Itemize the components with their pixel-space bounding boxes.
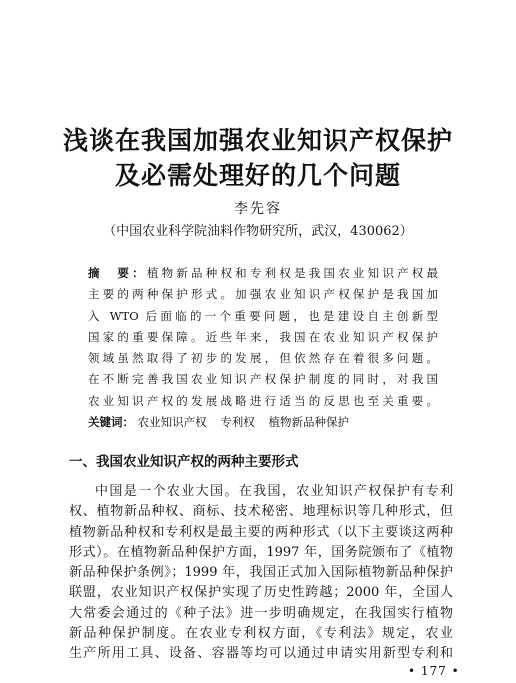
title-line-2: 及必需处理好的几个问题 [114, 161, 401, 190]
abstract-line: 入 WTO 后面临的一个重要问题，也是建设自主创新型 [88, 308, 438, 323]
keyword: 植物新品种保护 [268, 415, 349, 430]
keywords-line [88, 412, 438, 433]
keywords-label: 关键词： [88, 415, 134, 430]
section-heading: 一、我国农业知识产权的两种主要形式 [69, 454, 299, 470]
body-line: 新品种保护条例》；1999 年，我国正式加入国际植物新品种保护 [69, 565, 453, 581]
abstract-text: 植物新品种权和专利权是我国农业知识产权最 [146, 266, 439, 280]
title-line-1: 浅谈在我国加强农业知识产权保护 [62, 126, 453, 155]
keyword: 专利权 [220, 415, 255, 430]
abstract-line: 主要的两种保护形式。加强农业知识产权保护是我国加 [88, 287, 438, 302]
body-line: 中国是一个农业大国。在我国，农业知识产权保护有专利 [95, 484, 453, 499]
abstract-block [88, 263, 438, 433]
body-line: 形式）。在植物新品种保护方面，1997 年，国务院颁布了《植物 [69, 544, 453, 560]
author-affiliation: （中国农业科学院油料作物研究所，武汉，430062） [103, 224, 413, 239]
body-line: 权、植物新品种权、商标、技术秘密、地理标识等几种形式，但 [69, 504, 453, 520]
abstract-line [88, 263, 438, 284]
abstract-line: 领域虽然取得了初步的发展，但依然存在着很多问题。 [88, 351, 438, 366]
body-line: 联盟，农业知识产权保护实现了历史性跨越；2000 年，全国人 [69, 585, 453, 601]
abstract-line: 在不断完善我国农业知识产权保护制度的同时，对我国 [88, 372, 438, 387]
abstract-label: 摘 要： [88, 266, 147, 280]
body-line: 植物新品种权和专利权是最主要的两种形式（以下主要谈这两种 [69, 524, 453, 540]
keyword: 农业知识产权 [137, 415, 207, 430]
page-number: • 177 • [408, 664, 460, 678]
body-line: 新品种保护制度。在农业专利权方面，《专利法》规定，农业 [69, 626, 453, 642]
author-name: 李先容 [234, 201, 282, 217]
body-line: 生产所用工具、设备、容器等均可以通过申请实用新型专利和 [69, 646, 453, 662]
body-text [69, 482, 453, 665]
body-line: 大常委会通过的《种子法》进一步明确规定，在我国实行植物 [69, 605, 453, 621]
abstract-line: 农业知识产权的发展战略进行适当的反思也至关重要。 [88, 393, 438, 408]
abstract-line: 国家的重要保障。近些年来，我国在农业知识产权保护 [88, 329, 438, 344]
